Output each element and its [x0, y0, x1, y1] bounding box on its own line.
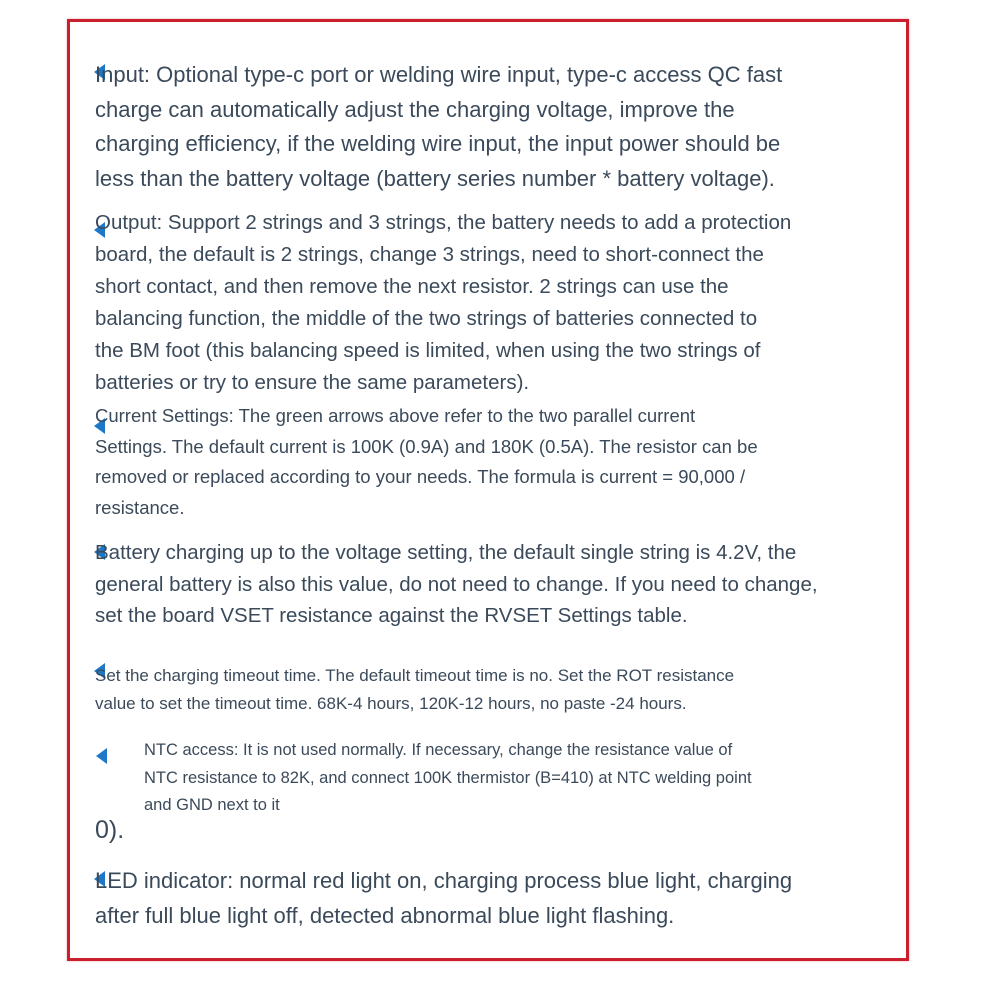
- battery-voltage-paragraph: Battery charging up to the voltage setting, the default single string is 4.2V, the general battery is also this value, do not need to change. If you need to change, set the board VSET resistance against the RVSET Settings table.: [95, 541, 818, 627]
- ntc-paragraph-tail: 0).: [95, 816, 125, 844]
- output-paragraph: Output: Support 2 strings and 3 strings, the battery needs to add a protection board, the default is 2 strings, change 3 strings, need to short-connect the short contact, and then remove the next resistor. 2 strings can use the balancing function, the middle of the two strings of batteries connected to the BM foot (this balancing speed is limited, when using the two strings of batteries or try to ensure the same parameters).: [95, 211, 792, 394]
- ntc-paragraph: NTC access: It is not used normally. If necessary, change the resistance value of NTC resistance to 82K, and connect 100K thermistor (B=410) at NTC welding point and GND next to it: [144, 741, 752, 814]
- led-indicator-paragraph: LED indicator: normal red light on, charging process blue light, charging after full blue light off, detected abnormal blue light flashing.: [95, 868, 793, 928]
- input-paragraph: Input: Optional type-c port or welding wire input, type-c access QC fast charge can automatically adjust the charging voltage, improve the charging efficiency, if the welding wire input, the input power should be less than the battery voltage (battery series number * battery voltage).: [95, 62, 783, 191]
- timeout-paragraph: Set the charging timeout time. The default timeout time is no. Set the ROT resistance value to set the timeout time. 68K-4 hours, 120K-12 hours, no paste -24 hours.: [95, 666, 735, 713]
- left-arrow-icon: [96, 748, 107, 764]
- current-settings-paragraph: Current Settings: The green arrows above refer to the two parallel current Settings. The default current is 100K (0.9A) and 180K (0.5A). The resistor can be removed or replaced according to your needs. The formula is current = 90,000 / resistance.: [95, 405, 758, 518]
- document-frame: [67, 19, 909, 961]
